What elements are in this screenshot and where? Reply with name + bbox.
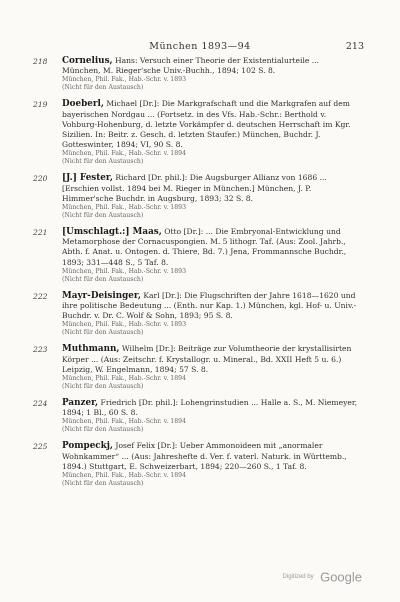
- google-logo: Google: [320, 569, 362, 585]
- digitization-watermark: [283, 568, 362, 586]
- entry-author: [Umschlagt.:] Maas,: [62, 227, 162, 238]
- watermark-prefix: Digitized by: [282, 573, 314, 580]
- entry-author: Mayr-Deisinger,: [62, 290, 141, 301]
- entry-note: (Nicht für den Austausch): [62, 480, 144, 488]
- entry-note: München, Phil. Fak., Hab.-Schr. v. 1894: [62, 375, 187, 383]
- entry-note: (Nicht für den Austausch): [62, 329, 144, 337]
- bibliography-entry: [0, 344, 400, 391]
- page-number: 213: [345, 41, 364, 52]
- running-head: [30, 41, 370, 55]
- entry-text: Karl [Dr.]: Die Flugschriften der Jahre 1618—1620 und ihre politische Bedeutung ... (Enth. nur Kap. 1.) München, kgl. Hof- u. Univ.-Buchdr. v. Dr. C. Wolf & Sohn, 1893; 95 S. 8.: [62, 290, 357, 321]
- entry-number: 222: [33, 291, 48, 301]
- entry-list: [0, 56, 400, 488]
- entry-text: Richard [Dr. phil.]: Die Augsburger Allianz von 1686 ... [Erschien vollst. 1894 bei M. Rieger in München.] München, J. P. Himmer'sche Buchdr. in Augsburg, 1893; 32 S. 8.: [62, 173, 327, 203]
- entry-number: 223: [33, 345, 48, 355]
- entry-author: Panzer,: [62, 398, 99, 409]
- entry-number: 224: [33, 399, 48, 409]
- entry-text: Josef Felix [Dr.]: Ueber Ammonoideen mit „anormaler Wohnkammer“ ... (Aus: Jahreshefte d. Ver. f. vaterl. Naturk. in Württemb., 1894.) Stuttgart, E. Schweizerbart, 1894; 220—260 S., 1 Taf. 8.: [62, 441, 347, 471]
- entry-note: München, Phil. Fak., Hab.-Schr. v. 1894: [62, 418, 187, 426]
- bibliography-entry: [0, 291, 400, 338]
- bibliography-entry: [0, 441, 400, 488]
- entry-text: Otto [Dr.]: ... Die Embryonal-Entwicklung und Metamorphose der Cornacuspongien. M. 5 lithogr. Taf. (Aus: Zool. Jahrb., Abth. f. Anat. u. Ontogen. d. Thiere, Bd. 7.) Jena, Frommannsche Buchdr., 1893; 331—448 S., 5 Taf. 8.: [62, 227, 347, 267]
- entry-note: München, Phil. Fak., Hab.-Schr. v. 1893: [62, 76, 187, 84]
- entry-note: München, Phil. Fak., Hab.-Schr. v. 1894: [62, 472, 187, 480]
- entry-note: (Nicht für den Austausch): [62, 426, 144, 434]
- entry-note: (Nicht für den Austausch): [62, 212, 144, 220]
- entry-text: Wilhelm [Dr.]: Beiträge zur Volumtheorie der krystallisirten Körper ... (Aus: Zeitschr. f. Krystallogr. u. Mineral., Bd. XXII Heft 5 u. 6.) Leipzig, W. Engelmann, 1894; 57 S. 8.: [62, 344, 352, 374]
- entry-author: Pompeckj,: [62, 441, 113, 452]
- running-title: München 1893—94: [149, 41, 251, 52]
- entry-author: Cornelius,: [62, 56, 113, 66]
- entry-number: 218: [33, 57, 48, 66]
- bibliography-entry: [0, 56, 400, 92]
- entry-note: (Nicht für den Austausch): [62, 84, 144, 92]
- entry-note: (Nicht für den Austausch): [62, 158, 144, 166]
- entry-author: Muthmann,: [62, 344, 120, 355]
- entry-number: 220: [33, 174, 48, 184]
- entry-number: 221: [33, 228, 48, 238]
- entry-text: Michael [Dr.]: Die Markgrafschaft und die Markgrafen auf dem bayerischen Nordgau ... (Fortsetz. in des Vfs. Hab.-Schr.: Berthold v. Vohburg-Hohenburg, d. letzte Vorkämpfer d. deutschen Herrschaft im Kgr. Sizilien. In: Beitr. z. Gesch. d. letzten Staufer.) München, Buchdr. J. Gotteswinter, 1894; VI, 90 S. 8.: [62, 99, 351, 150]
- entry-note: München, Phil. Fak., Hab.-Schr. v. 1893: [62, 204, 187, 212]
- bibliography-entry: [0, 173, 400, 220]
- entry-text: Friedrich [Dr. phil.]: Lohengrinstudien ... Halle a. S., M. Niemeyer, 1894; 1 Bl., 60 S. 8.: [62, 398, 358, 418]
- entry-note: München, Phil. Fak., Hab.-Schr. v. 1894: [62, 150, 187, 158]
- entry-note: (Nicht für den Austausch): [62, 383, 144, 391]
- entry-number: 219: [33, 100, 48, 110]
- entry-number: 225: [33, 442, 48, 452]
- bibliography-entry: [0, 99, 400, 166]
- entry-note: München, Phil. Fak., Hab.-Schr. v. 1893: [62, 267, 187, 275]
- entry-author: [J.] Fester,: [62, 173, 113, 184]
- entry-note: (Nicht für den Austausch): [62, 275, 144, 283]
- bibliography-entry: [0, 227, 400, 284]
- entry-text: Hans: Versuch einer Theorie der Existentialurteile ... München, M. Rieger'sche Univ.-Buchh., 1894; 102 S. 8.: [62, 56, 320, 76]
- entry-note: München, Phil. Fak., Hab.-Schr. v. 1893: [62, 321, 187, 329]
- entry-author: Doeberl,: [62, 99, 104, 110]
- bibliography-entry: [0, 398, 400, 434]
